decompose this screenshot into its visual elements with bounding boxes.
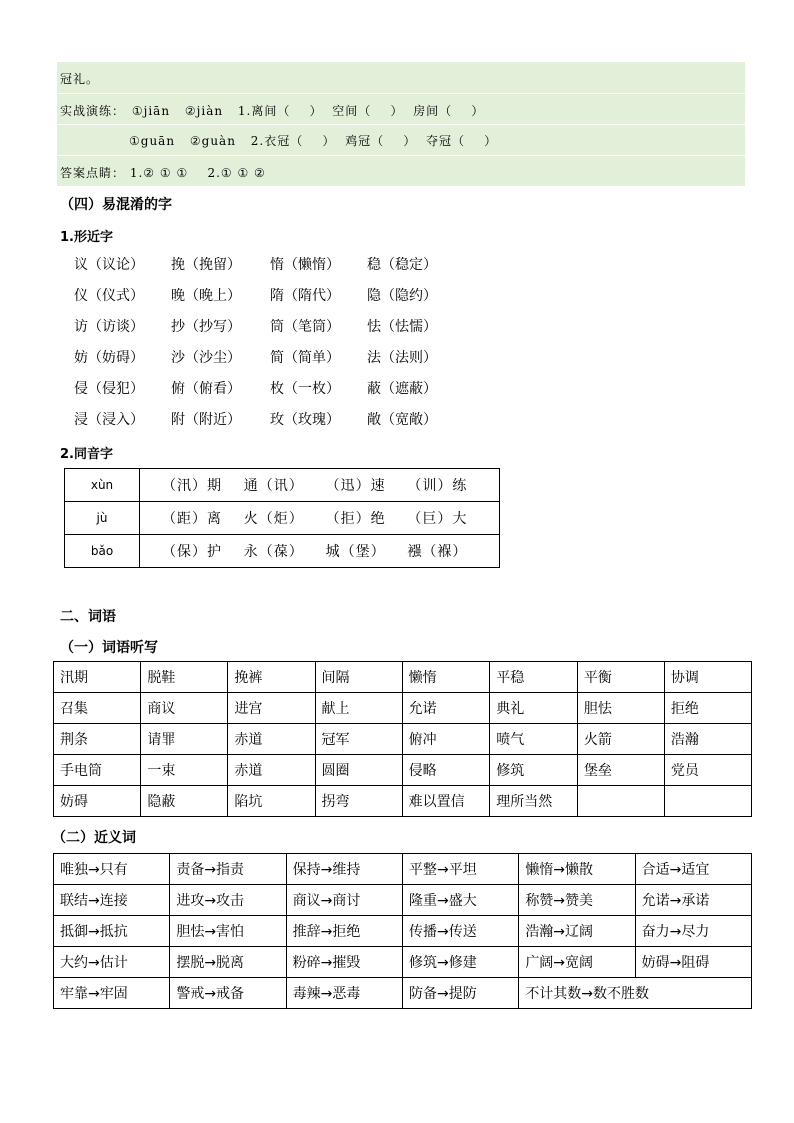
practice-line-4	[60, 164, 745, 181]
synonym-cell: 警戒→戒备	[170, 978, 286, 1009]
shape-char-item: 挽（挽留）	[171, 257, 241, 273]
shape-char-item: 隋（隋代）	[270, 288, 340, 304]
dictation-cell: 难以置信	[402, 786, 490, 817]
dictation-cell: 允诺	[402, 693, 490, 724]
dictation-cell	[577, 786, 664, 817]
shape-char-item: 法（法则）	[367, 350, 437, 366]
table-row	[54, 916, 752, 947]
question-1: 1.离间（ ） 空间（ ） 房间（ ）	[237, 104, 485, 118]
synonym-cell: 牢靠→牢固	[54, 978, 170, 1009]
practice-box	[57, 62, 745, 186]
synonym-cell: 浩瀚→辽阔	[519, 916, 635, 947]
question-2: 2.衣冠（ ） 鸡冠（ ） 夺冠（ ）	[250, 134, 498, 148]
option-2: ②jiàn	[184, 104, 224, 118]
synonym-cell: 抵御→抵抗	[54, 916, 170, 947]
table-row	[54, 854, 752, 885]
synonym-cell: 进攻→攻击	[170, 885, 286, 916]
homophone-table	[64, 468, 500, 568]
shape-char-item: 沙（沙尘）	[171, 350, 241, 366]
dictation-cell: 献上	[315, 693, 402, 724]
dictation-cell: 隐蔽	[141, 786, 228, 817]
dictation-cell: 喷气	[490, 724, 578, 755]
practice-line-3	[129, 132, 745, 149]
shape-char-item: 敞（宽敞）	[367, 412, 437, 428]
shape-char-item: 侵（侵犯）	[74, 381, 144, 397]
shape-char-item: 议（议论）	[74, 257, 144, 273]
shape-char-item: 浸（浸入）	[74, 412, 144, 428]
shape-char-item: 筒（笔筒）	[270, 319, 340, 335]
answer-text: 1.② ① ① 2.① ① ②	[129, 166, 266, 180]
synonym-cell: 广阔→宽阔	[519, 947, 635, 978]
shape-char-item: 仪（仪式）	[74, 288, 144, 304]
dictation-cell: 赤道	[228, 755, 315, 786]
shape-char-item: 俯（俯看）	[171, 381, 241, 397]
synonym-cell: 平整→平坦	[402, 854, 518, 885]
table-row	[54, 693, 752, 724]
synonym-cell: 毒辣→恶毒	[286, 978, 402, 1009]
synonym-cell: 奋力→尽力	[635, 916, 751, 947]
synonym-cell: 粉碎→摧毁	[286, 947, 402, 978]
dictation-cell: 进宫	[228, 693, 315, 724]
table-row	[54, 978, 752, 1009]
synonym-cell: 摆脱→脱离	[170, 947, 286, 978]
table-row	[54, 755, 752, 786]
dictation-cell: 挽裤	[228, 662, 315, 693]
option-1: ①jiān	[131, 104, 171, 118]
dictation-cell: 妨碍	[54, 786, 141, 817]
dictation-cell: 汛期	[54, 662, 141, 693]
dictation-cell: 荆条	[54, 724, 141, 755]
synonym-cell: 胆怯→害怕	[170, 916, 286, 947]
table-row	[54, 885, 752, 916]
shape-char-item: 稳（稳定）	[367, 257, 437, 273]
dictation-cell: 拐弯	[315, 786, 402, 817]
dictation-cell: 平衡	[577, 662, 664, 693]
homophone-words-cell: （保）护 永（葆） 城（堡） 襁（褓）	[140, 535, 500, 568]
synonym-cell: 不计其数→数不胜数	[519, 978, 752, 1009]
shape-char-item: 抄（抄写）	[171, 319, 241, 335]
synonym-table	[53, 853, 752, 1009]
dictation-cell: 侵略	[402, 755, 490, 786]
synonym-cell: 防备→提防	[402, 978, 518, 1009]
synonym-cell: 妨碍→阻碍	[635, 947, 751, 978]
subsection-title: （二）近义词	[52, 830, 136, 846]
synonym-cell: 合适→适宜	[635, 854, 751, 885]
dictation-cell: 协调	[664, 662, 751, 693]
synonym-cell: 责备→指责	[170, 854, 286, 885]
synonym-cell: 允诺→承诺	[635, 885, 751, 916]
synonym-cell: 隆重→盛大	[402, 885, 518, 916]
dictation-cell: 堡垒	[577, 755, 664, 786]
synonym-cell: 联结→连接	[54, 885, 170, 916]
shape-char-item: 访（访谈）	[74, 319, 144, 335]
dictation-cell: 俯冲	[402, 724, 490, 755]
dictation-cell: 间隔	[315, 662, 402, 693]
option-2: ②guàn	[189, 134, 236, 148]
synonym-cell: 唯独→只有	[54, 854, 170, 885]
dictation-cell: 火箭	[577, 724, 664, 755]
dictation-cell: 胆怯	[577, 693, 664, 724]
subsection-title: 2.同音字	[60, 447, 113, 462]
table-row	[54, 662, 752, 693]
homophone-words-cell: （距）离 火（炬） （拒）绝 （巨）大	[140, 502, 500, 535]
practice-text: 冠礼。	[60, 72, 100, 86]
synonym-cell: 懒惰→懒散	[519, 854, 635, 885]
subsection-title: （一）词语听写	[60, 640, 158, 656]
synonym-cell: 商议→商讨	[286, 885, 402, 916]
synonym-cell: 传播→传送	[402, 916, 518, 947]
pinyin-cell: jù	[65, 502, 140, 535]
dictation-table	[53, 661, 752, 817]
shape-char-item: 附（附近）	[171, 412, 241, 428]
dictation-cell: 手电筒	[54, 755, 141, 786]
dictation-cell: 陷坑	[228, 786, 315, 817]
part-title: 二、词语	[60, 609, 116, 625]
answer-label: 答案点睛：	[60, 166, 126, 180]
shape-char-item: 惰（懒惰）	[270, 257, 340, 273]
table-row	[65, 535, 500, 568]
synonym-cell: 推辞→拒绝	[286, 916, 402, 947]
table-row	[54, 947, 752, 978]
shape-char-item: 简（简单）	[270, 350, 340, 366]
pinyin-cell: bǎo	[65, 535, 140, 568]
section-title: （四）易混淆的字	[60, 197, 172, 213]
dictation-cell: 商议	[141, 693, 228, 724]
dictation-cell: 脱鞋	[141, 662, 228, 693]
dictation-cell: 浩瀚	[664, 724, 751, 755]
dictation-cell: 请罪	[141, 724, 228, 755]
shape-char-item: 蔽（遮蔽）	[367, 381, 437, 397]
synonym-cell: 保持→维持	[286, 854, 402, 885]
shape-char-item: 妨（妨碍）	[74, 350, 144, 366]
practice-line-2	[60, 102, 745, 119]
synonym-cell: 修筑→修建	[402, 947, 518, 978]
dictation-cell: 冠军	[315, 724, 402, 755]
dictation-cell	[664, 786, 751, 817]
dictation-cell: 拒绝	[664, 693, 751, 724]
synonym-cell: 大约→估计	[54, 947, 170, 978]
shape-char-item: 枚（一枚）	[270, 381, 340, 397]
subsection-title: 1.形近字	[60, 230, 113, 245]
dictation-cell: 一束	[141, 755, 228, 786]
shape-char-item: 玫（玫瑰）	[270, 412, 340, 428]
dictation-cell: 赤道	[228, 724, 315, 755]
dictation-cell: 理所当然	[490, 786, 578, 817]
option-1: ①guān	[129, 134, 176, 148]
dictation-cell: 圆圈	[315, 755, 402, 786]
dictation-cell: 典礼	[490, 693, 578, 724]
table-row	[65, 502, 500, 535]
dictation-cell: 懒惰	[402, 662, 490, 693]
table-row	[54, 724, 752, 755]
dictation-cell: 修筑	[490, 755, 578, 786]
dictation-cell: 党员	[664, 755, 751, 786]
pinyin-cell: xùn	[65, 469, 140, 502]
shape-char-item: 晚（晚上）	[171, 288, 241, 304]
practice-line-1	[60, 70, 745, 87]
table-row	[65, 469, 500, 502]
table-row	[54, 786, 752, 817]
dictation-cell: 召集	[54, 693, 141, 724]
practice-label: 实战演练：	[60, 104, 126, 118]
synonym-cell: 称赞→赞美	[519, 885, 635, 916]
homophone-words-cell: （汛）期 通（讯） （迅）速 （训）练	[140, 469, 500, 502]
shape-char-item: 隐（隐约）	[367, 288, 437, 304]
dictation-cell: 平稳	[490, 662, 578, 693]
shape-char-item: 怯（怯懦）	[367, 319, 437, 335]
